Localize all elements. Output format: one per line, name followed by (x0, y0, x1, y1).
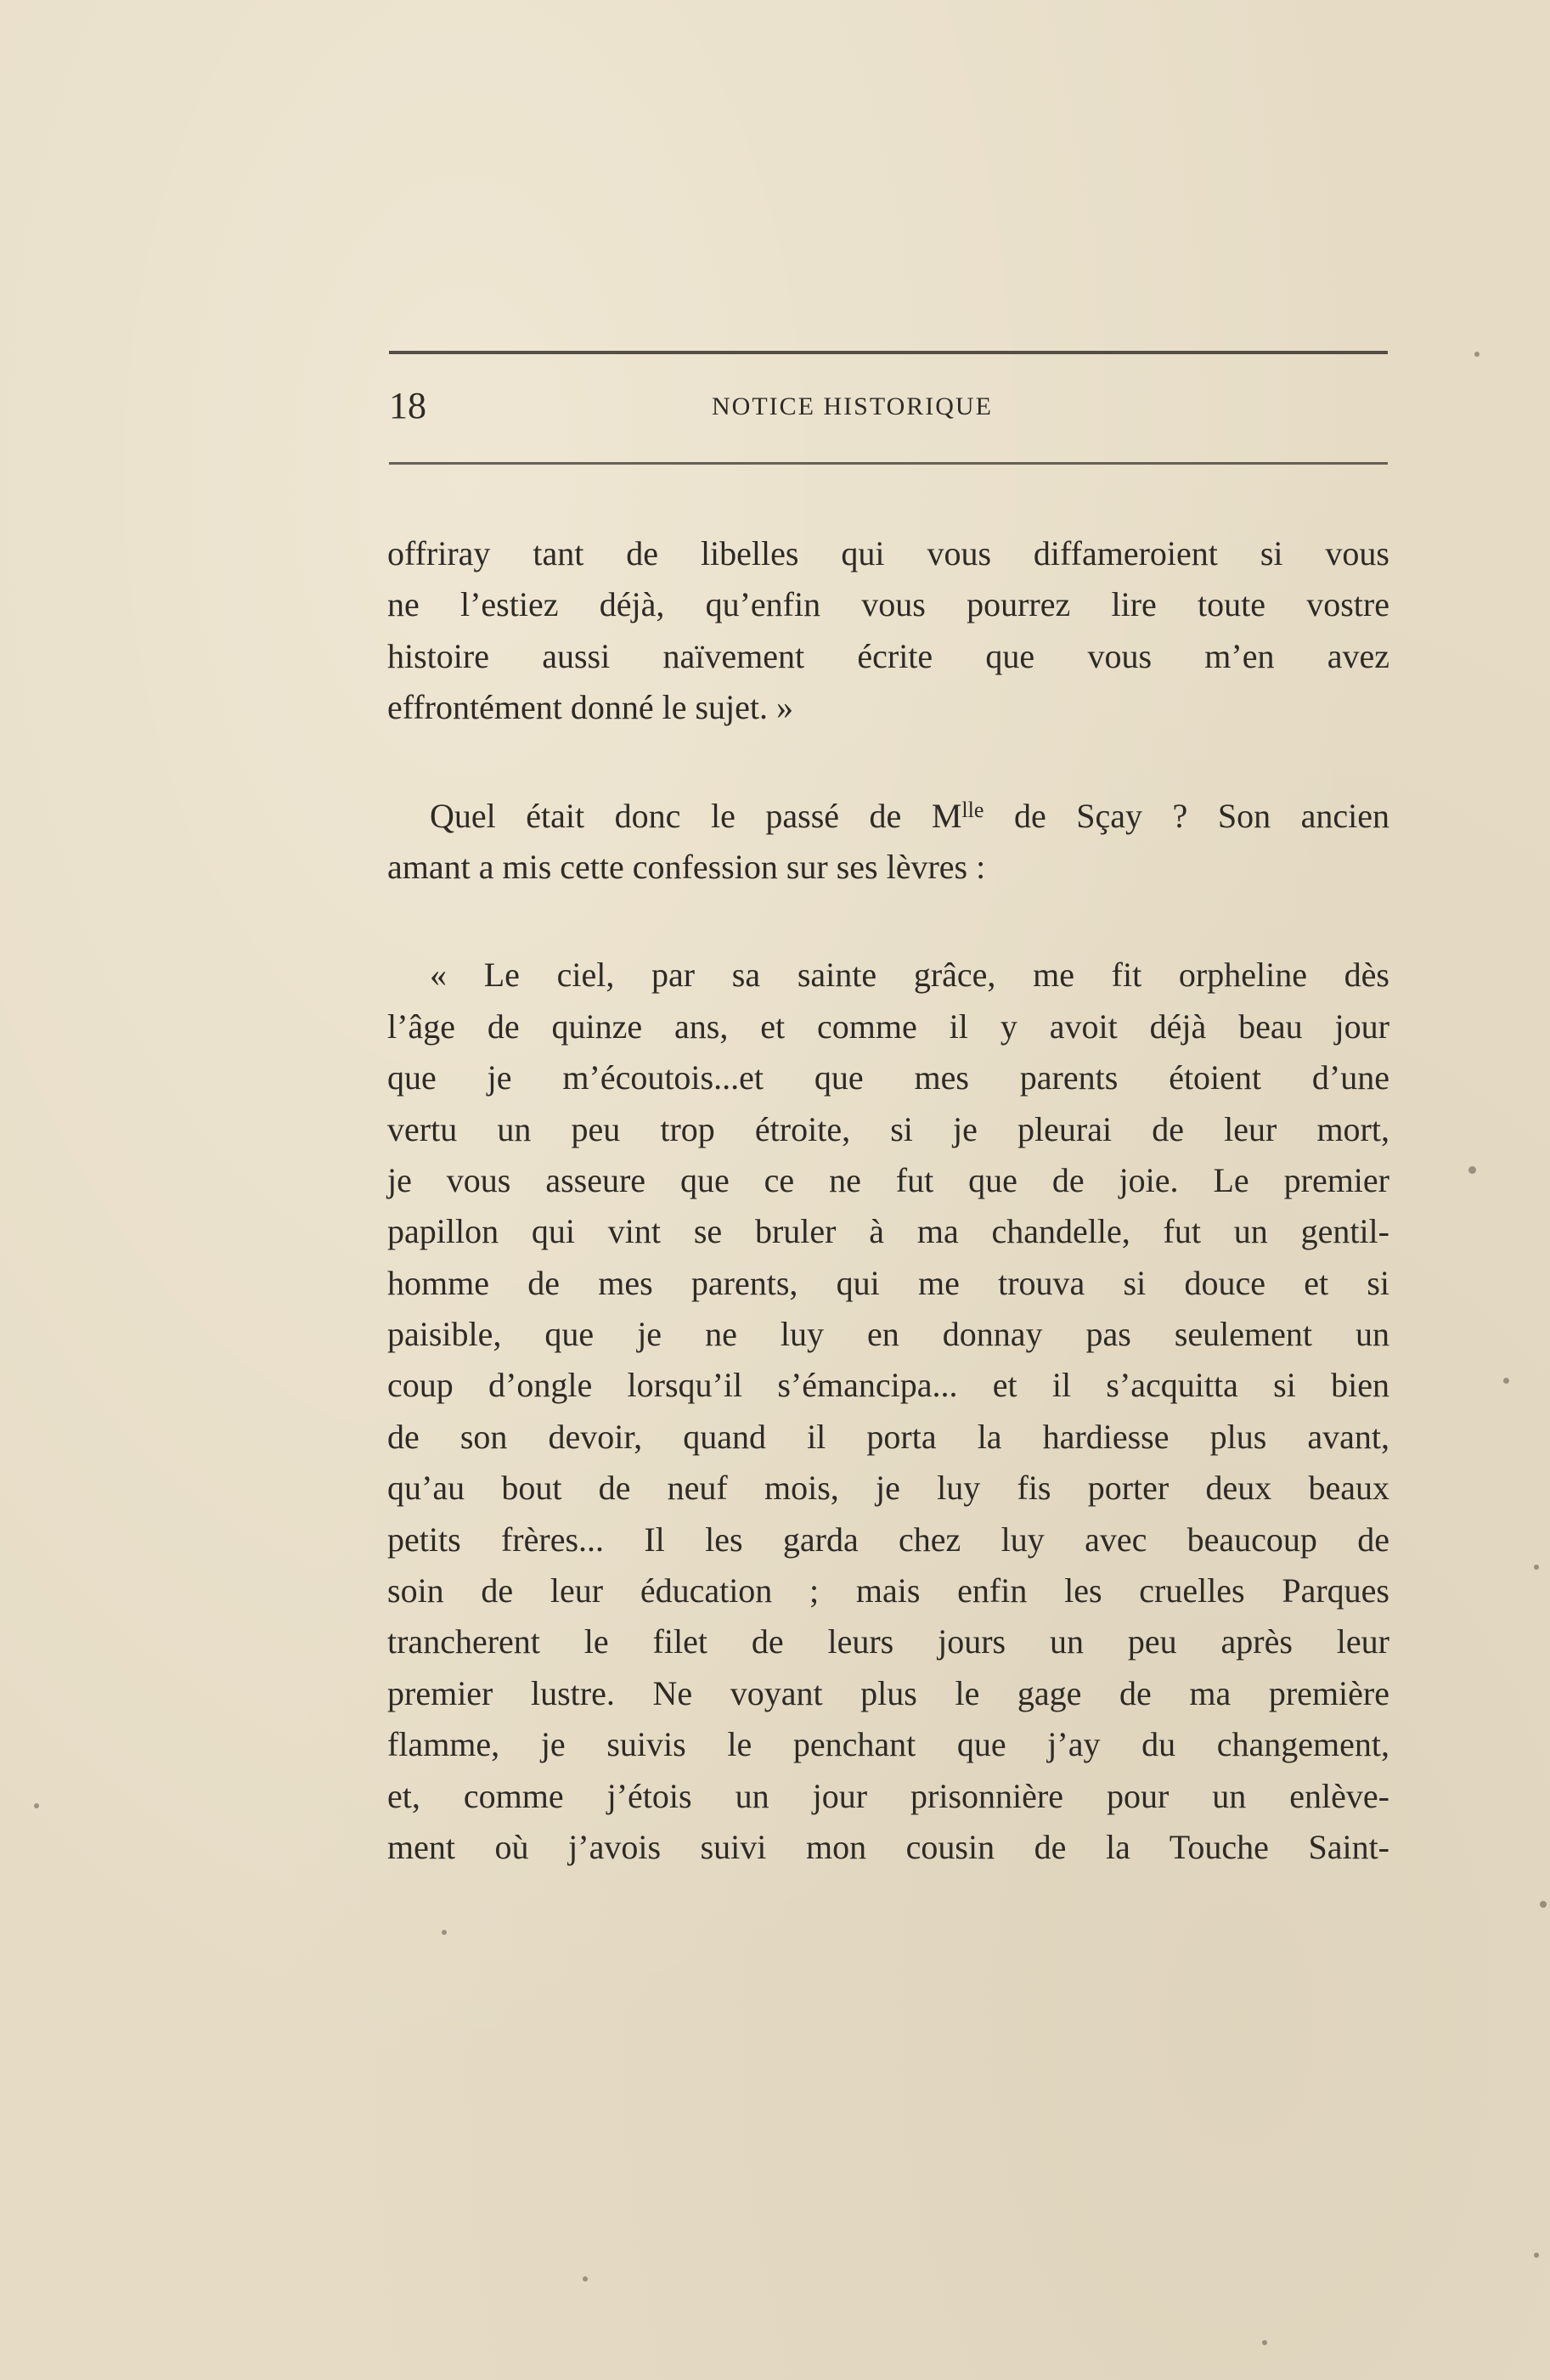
paper-speck (1534, 2253, 1539, 2258)
text-line: homme de mes parents, qui me trouva si douce et si (387, 1263, 1389, 1302)
page-number: 18 (389, 385, 426, 426)
paper-speck (1540, 1901, 1547, 1908)
text-line: premier lustre. Ne voyant plus le gage de ma première (387, 1673, 1389, 1712)
text-line: vertu un peu trop étroite, si je pleurai de leur mort, (387, 1109, 1389, 1148)
header-bottom-rule (389, 462, 1388, 465)
text-line: ment où j’avois suivi mon cousin de la Touche Saint- (387, 1827, 1389, 1866)
text-line: soin de leur éducation ; mais enfin les cruelles Parques (387, 1571, 1389, 1610)
text-line: papillon qui vint se bruler à ma chandelle, fut un gentil- (387, 1212, 1389, 1251)
text-line: l’âge de quinze ans, et comme il y avoit déjà beau jour (387, 1007, 1389, 1046)
text-line: « Le ciel, par sa sainte grâce, me fit orpheline dès (430, 956, 1389, 995)
paragraph-1 (387, 528, 1389, 734)
paper-speck (1468, 1166, 1476, 1174)
text-line: et, comme j’étois un jour prisonnière pour un enlève- (387, 1776, 1389, 1815)
body-text (387, 528, 1389, 1873)
paper-speck (583, 2276, 588, 2281)
text-line: petits frères... Il les garda chez luy avec beaucoup de (387, 1520, 1389, 1559)
text-line: que je m’écoutois...et que mes parents étoient d’une (387, 1058, 1389, 1097)
page-header (389, 381, 1388, 431)
text-line: offriray tant de libelles qui vous diffameroient si vous (387, 534, 1389, 572)
paragraph-2 (387, 791, 1389, 894)
header-top-rule (389, 351, 1388, 354)
paper-speck (1262, 2340, 1267, 2345)
text-line: trancherent le filet de leurs jours un peu après leur (387, 1622, 1389, 1661)
text-line: je vous asseure que ce ne fut que de joie. Le premier (387, 1160, 1389, 1199)
superscript-text: lle (961, 797, 984, 822)
text-line: qu’au bout de neuf mois, je luy fis porter deux beaux (387, 1469, 1389, 1508)
text-line: paisible, que je ne luy en donnay pas seulement un (387, 1315, 1389, 1354)
text-fragment: de Sçay ? Son ancien (984, 796, 1389, 835)
paper-speck (34, 1803, 39, 1808)
paper-speck (442, 1930, 447, 1935)
paragraph-3 (387, 950, 1389, 1873)
text-line: effrontément donné le sujet. » (387, 688, 794, 727)
text-line: amant a mis cette confession sur ses lèvres : (387, 847, 986, 886)
text-line (387, 791, 1389, 842)
paper-speck (1534, 1565, 1539, 1570)
running-head: NOTICE HISTORIQUE (712, 392, 993, 420)
paper-speck (1474, 352, 1480, 357)
text-line: de son devoir, quand il porta la hardiesse plus avant, (387, 1417, 1389, 1456)
paper-speck (1503, 1378, 1509, 1384)
text-line: coup d’ongle lorsqu’il s’émancipa... et il s’acquitta si bien (387, 1366, 1389, 1405)
text-line: ne l’estiez déjà, qu’enfin vous pourrez lire toute vostre (387, 585, 1389, 624)
text-line: flamme, je suivis le penchant que j’ay du changement, (387, 1725, 1389, 1764)
text-line: histoire aussi naïvement écrite que vous m’en avez (387, 636, 1389, 675)
text-fragment: Quel était donc le passé de M (430, 796, 962, 835)
